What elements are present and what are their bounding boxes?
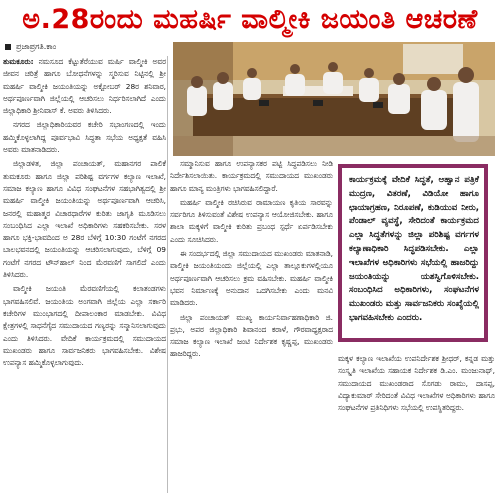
paragraph: ಜಿಲ್ಲಾಡಳಿತ, ಜಿಲ್ಲಾ ಪಂಚಾಯತ್, ಮಹಾನಗರ ಪಾಲಿಕೆ ತುಮಕೂರು ಹಾಗೂ ಜಿಲ್ಲಾ ಪರಿಶಿಷ್ಟ ವರ್ಗಗಳ ಕಲ್ಯಾಣ ಇಲಾಖೆ, ಸಮಾಜ ಕಲ್ಯಾಣ ಹಾಗೂ ವಿವಿಧ ಸಂಘಟನೆಗಳ ಸಹಭಾಗಿತ್ವದಲ್ಲಿ ಶ್ರೀ ಮಹರ್ಷಿ ವಾಲ್ಮೀಕಿ ಜಯಂತಿಯನ್ನು ಅರ್ಥಪೂರ್ಣವಾಗಿ ಆಚರಿಸಿ, ಜನರಲ್ಲಿ ಮಹಾತ್ಮರ ವಿಚಾರಧಾರೆಗಳ ಕುರಿತು ಜಾಗೃತಿ ಮೂಡಿಸಲು ಸಂಬಂಧಿಸಿದ ಎಲ್ಲಾ ಇಲಾಖೆ ಅಧಿಕಾರಿಗಳು ಸಹಕರಿಸಬೇಕು. ಸರಳ ಹಾಗೂ ಭಕ್ತಿ-ಭಾವದಿಂದ ಅ 28ರ ಬೆಳಿಗ್ಗೆ 10:30 ಗಂಟೆಗೆ ನಗರದ ಬಾಲಭವನದಲ್ಲಿ ಜಯಂತಿಯನ್ನು ಆಚರಿಸಲಾಗುವುದು, ಬೆಳಿಗ್ಗೆ 09 ಗಂಟೆಗೆ ನಗರದ ಟೌನ್‌ಹಾಲ್ ನಿಂದ ಮೆರವಣಿಗೆ ಸಾಗಲಿದೆ ಎಂದು ತಿಳಿಸಿದರು. [3, 159, 166, 280]
bullet-square-icon [5, 44, 11, 50]
highlight-box: ಕಾರ್ಯಕ್ರಮಕ್ಕೆ ವೇದಿಕೆ ಸಿದ್ಧತೆ, ಆಹ್ವಾನ ಪತ್ರಿಕೆ ಮುದ್ರಣ, ವಿತರಣೆ, ವಿಡಿಯೋ ಹಾಗೂ ಛಾಯಾಗ್ರಹಣ, ನಿರೂಪಣೆ, ಕುಡಿಯುವ ನೀರು, ಪೆಂಡಾಲ್ ವ್ಯವಸ್ಥೆ, ಸೇರಿದಂತೆ ಕಾರ್ಯಕ್ರಮದ ಎಲ್ಲಾ ಸಿದ್ಧತೆಗಳನ್ನು ಜಿಲ್ಲಾ ಪರಿಶಿಷ್ಟ ವರ್ಗಗಳ ಕಲ್ಯಾಣಾಧಿಕಾರಿ ಸಿದ್ಧಪಡಿಸಬೇಕು. ಎಲ್ಲಾ ಇಲಾಖೆಗಳ ಅಧಿಕಾರಿಗಳು ಸಭೆಯಲ್ಲಿ ಹಾಜರಿದ್ದು ಜಯಂತಿಯನ್ನು ಯಶಸ್ವಿಗೊಳಿಸಬೇಕು. ಸಂಬಂಧಿಸಿದ ಅಧಿಕಾರಿಗಳು, ಸಂಘಟನೆಗಳ ಮುಖಂಡರು ಮತ್ತು ಸಾರ್ವಜನಿಕರು ಸಂಖ್ಯೆಯಲ್ಲಿ ಭಾಗವಹಿಸಬೇಕು ಎಂದರು. [338, 164, 488, 342]
paragraph: ಸಮ್ಮಾನಿಸುವ ಹಾಗೂ ಉಪನ್ಯಾಸಕರ ಪಟ್ಟಿ ಸಿದ್ಧಪಡಿಸಲು ನೀಡಿ ನಿರ್ದೇಶಿಸಲಾಯಿತು. ಕಾರ್ಯಕ್ರಮದಲ್ಲಿ ಸಮುದಾಯದ ಮುಖಂಡರು ಹಾಗೂ ಮಾನ್ಯ ಮಂತ್ರಿಗಳು ಭಾಗವಹಿಸಲಿದ್ದಾರೆ. [170, 159, 333, 193]
article-headline: ಅ.28ರಂದು ಮಹರ್ಷಿ ವಾಲ್ಮೀಕಿ ಜಯಂತಿ ಆಚರಣೆ [22, 4, 478, 35]
column-divider [167, 56, 168, 493]
middle-column [170, 158, 333, 493]
paragraph: ವಾಲ್ಮೀಕಿ ಜಯಂತಿ ಮೆರವಣಿಗೆಯಲ್ಲಿ ಕಲಾತಂಡಗಳು ಭಾಗವಹಿಸಲಿವೆ. ಜಯಂತಿಯ ಅಂಗವಾಗಿ ಜಿಲ್ಲೆಯ ಎಲ್ಲಾ ಸರ್ಕಾರಿ ಕಚೇರಿಗಳ ಮುಂಭಾಗದಲ್ಲಿ ದೀಪಾಲಂಕಾರ ಮಾಡಬೇಕು. ವಿವಿಧ ಕ್ಷೇತ್ರಗಳಲ್ಲಿ ಸಾಧನೆಗೈದ ಸಮುದಾಯದ ಗಣ್ಯರನ್ನು ಸನ್ಮಾನಿಸಲಾಗುವುದು ಎಂದು ತಿಳಿಸಿದರು. ವೇದಿಕೆ ಕಾರ್ಯಕ್ರಮದಲ್ಲಿ ಸಮುದಾಯದ ಮುಖಂಡರು ಹಾಗೂ ಸಾರ್ವಜನಿಕರು ಭಾಗವಹಿಸಬೇಕು. ವಿಶೇಷ ಉಪನ್ಯಾಸ ಹಮ್ಮಿಕೊಳ್ಳಲಾಗುವುದು. [3, 284, 166, 368]
byline [5, 40, 165, 54]
paragraph: ನಗರದ ಜಿಲ್ಲಾಧಿಕಾರಿಯವರ ಕಚೇರಿ ಸಭಾಂಗಣದಲ್ಲಿ ಇಂದು ಹಮ್ಮಿಕೊಳ್ಳಲಾಗಿದ್ದ ಪೂರ್ವಭಾವಿ ಸಿದ್ಧತಾ ಸಭೆಯ ಅಧ್ಯಕ್ಷತೆ ವಹಿಸಿ ಅವರು ಮಾತನಾಡಿದರು. [3, 120, 166, 155]
paragraph: ಮಕ್ಕಳ ಕಲ್ಯಾಣ ಇಲಾಖೆಯ ಉಪನಿರ್ದೇಶಕ ಶ್ರೀಧರ್, ಕನ್ನಡ ಮತ್ತು ಸಂಸ್ಕೃತಿ ಇಲಾಖೆಯ ಸಹಾಯಕ ನಿರ್ದೇಶಕ ಡಿ.ಎಂ. ಮಂಜುನಾಥ್, ಸಮುದಾಯದ ಮುಖಂಡರಾದ ಸೊಗಡು ರಾಮು, ದಾಸಪ್ಪ, ವಿದ್ಯಾಕುಮಾರ್ ಸೇರಿದಂತೆ ವಿವಿಧ ಇಲಾಖೆಗಳ ಅಧಿಕಾರಿಗಳು ಹಾಗೂ ಸಂಘಟನೆಗಳ ಪ್ರತಿನಿಧಿಗಳು ಸಭೆಯಲ್ಲಿ ಉಪಸ್ಥಿತರಿದ್ದರು. [338, 354, 495, 413]
paragraph: ಈ ಸಂದರ್ಭದಲ್ಲಿ ಜಿಲ್ಲಾ ಸಮುದಾಯದ ಮುಖಂಡರು ಮಾತನಾಡಿ, ವಾಲ್ಮೀಕಿ ಜಯಂತಿಯಂದು ಜಿಲ್ಲೆಯಲ್ಲಿ ಎಲ್ಲಾ ತಾಲ್ಲೂಕುಗಳಲ್ಲಿಯೂ ಅರ್ಥಪೂರ್ಣವಾಗಿ ಆಚರಿಸಲು ಕ್ರಮ ವಹಿಸಬೇಕು. ಮಹರ್ಷಿ ವಾಲ್ಮೀಕಿ ಭವನ ನಿರ್ಮಾಣಕ್ಕೆ ಅನುದಾನ ಒದಗಿಸಬೇಕು ಎಂದು ಮನವಿ ಮಾಡಿದರು. [170, 249, 333, 308]
paragraph: ಜಿಲ್ಲಾ ಪಂಚಾಯತ್ ಮುಖ್ಯ ಕಾರ್ಯನಿರ್ವಾಹಣಾಧಿಕಾರಿ ಜಿ. ಪ್ರಭು, ಅಪರ ಜಿಲ್ಲಾಧಿಕಾರಿ ಶಿವಾನಂದ ಕರಾಳೆ, ಗೌರವಾಧ್ಯಕ್ಷರಾದ ಸಮಾಜ ಕಲ್ಯಾಣ ಇಲಾಖೆ ಜಂಟಿ ನಿರ್ದೇಶಕ ಕೃಷ್ಣಪ್ಪ, ಮುಖಂಡರು ಹಾಜರಿದ್ದರು. [170, 312, 333, 359]
meeting-photo-illustration [173, 42, 495, 156]
left-column [3, 56, 166, 493]
paragraph-text: ನಮಸೂದ ಕೆಟ್ಟುತೆರೆಯುವ ಮರ್ಷಿ ವಾಲ್ಮೀಕಿ ಅವರ ಜೀವನ ಚರಿತ್ರೆ ಹಾಗೂ ಬೋಧನೆಗಳನ್ನು ಸ್ಮರಿಸುವ ನಿಟ್ಟಿನಲ್ಲಿ ಶ್ರೀ ಮಹರ್ಷಿ ವಾಲ್ಮೀಕಿ ಜಯಂತಿಯನ್ನು ಅಕ್ಟೋಬರ್ 28ರ ಶನಿವಾರ, ಅರ್ಥಪೂರ್ಣವಾಗಿ ಜಿಲ್ಲೆಯಲ್ಲಿ ಆಚರಿಸಲು ನಿರ್ಧರಿಸಲಾಗಿದೆ ಎಂದು ಜಿಲ್ಲಾಧಿಕಾರಿ ಶ್ರೀನಿವಾಸ್ ಕೆ. ಅವರು ತಿಳಿಸಿದರು. [3, 57, 166, 116]
paragraph [3, 56, 166, 117]
dateline: ತುಮಕೂರು: [3, 57, 34, 66]
meeting-photo [173, 42, 495, 156]
right-column [338, 353, 495, 493]
byline-source: ಪ್ರಜಾಪ್ರಗತಿ.ಕಾಂ [16, 42, 57, 51]
paragraph: ಮಹರ್ಷಿ ವಾಲ್ಮೀಕಿ ರಚಿಸಿರುವ ರಾಮಾಯಣ ಕೃತಿಯ ಸಾರವನ್ನು ಸರ್ವರಿಗೂ ತಿಳಿಸುವಂತೆ ವಿಶೇಷ ಉಪನ್ಯಾಸ ಆಯೋಜಿಸಬೇಕು. ಹಾಗೂ ಶಾಲಾ ಮಕ್ಕಳಿಗೆ ವಾಲ್ಮೀಕಿ ಕುರಿತು ಪ್ರಬಂಧ ಸ್ಪರ್ಧೆ ಏರ್ಪಡಿಸಬೇಕು ಎಂದು ಸೂಚಿಸಿದರು. [170, 197, 333, 244]
